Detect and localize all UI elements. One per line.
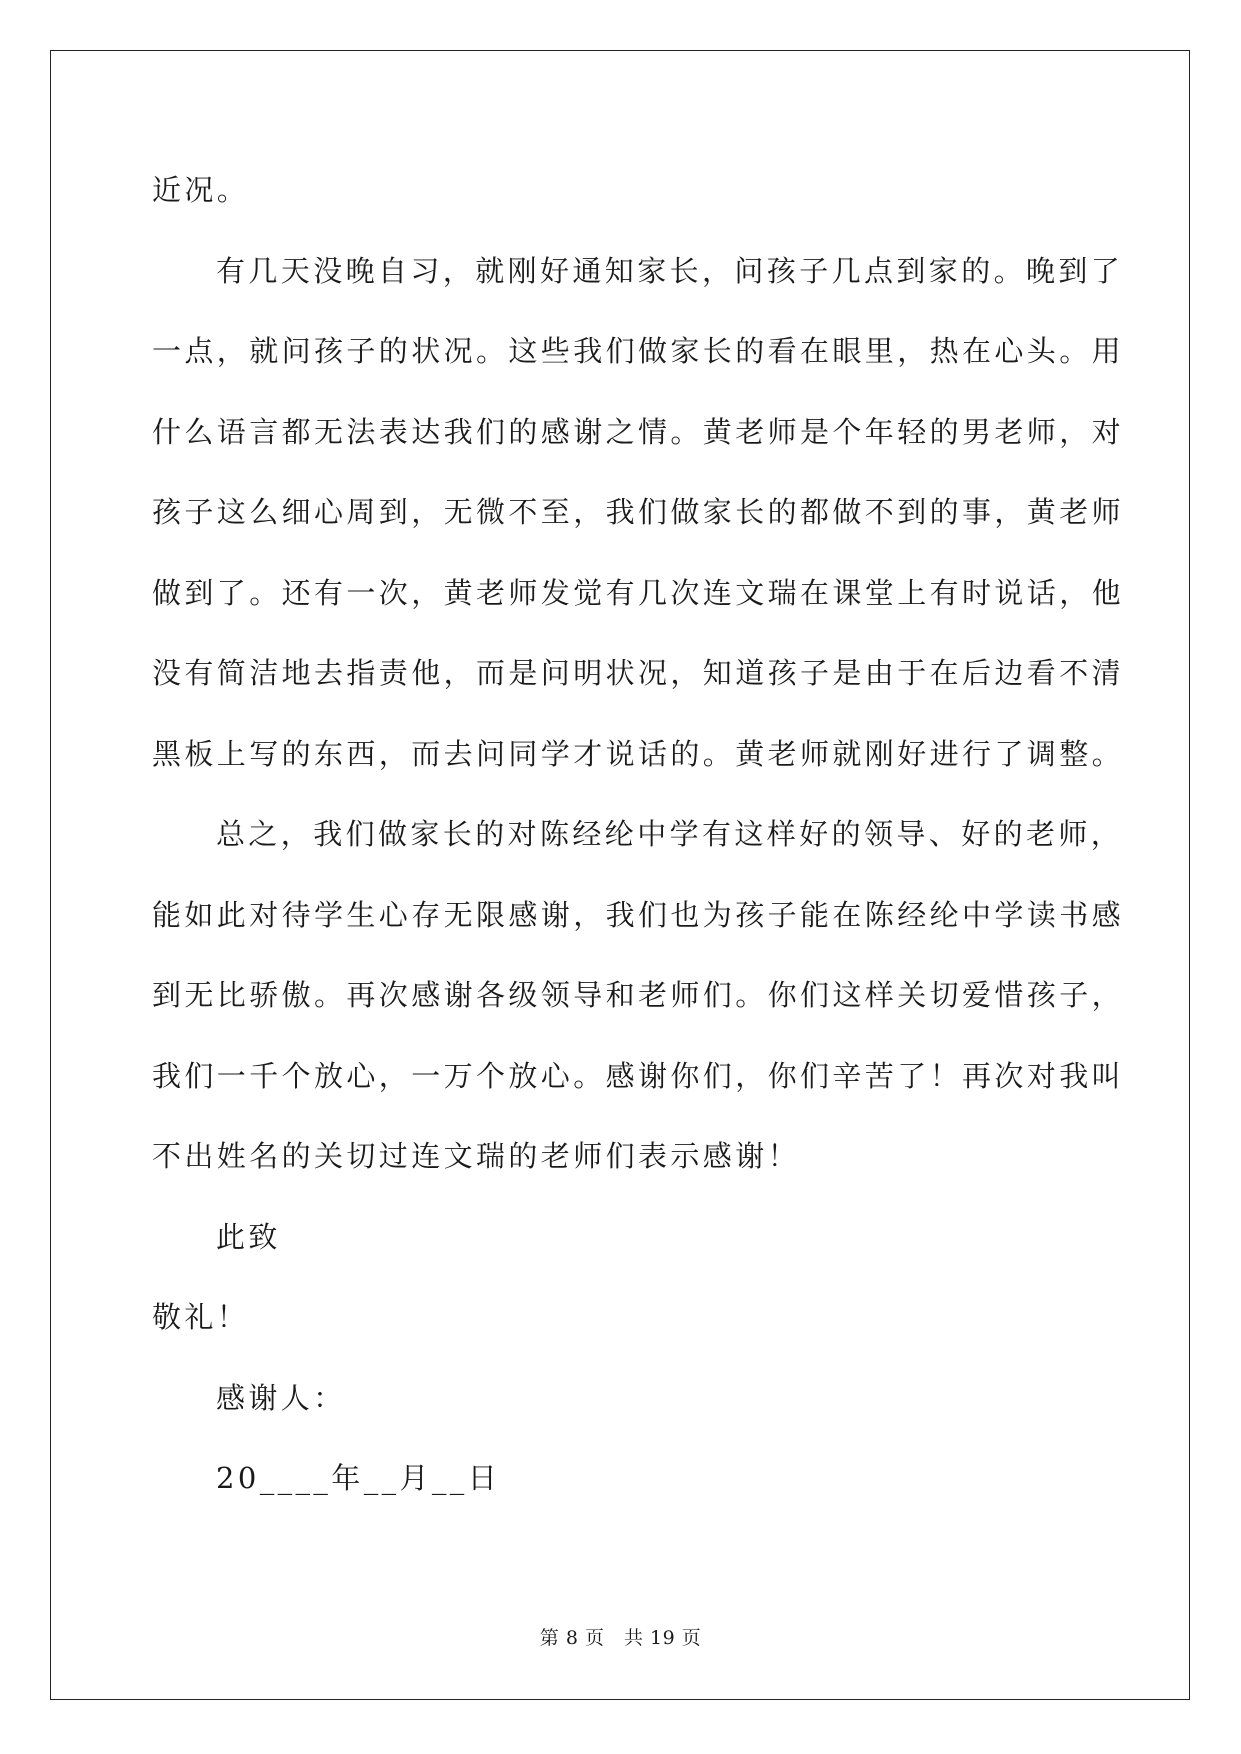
text-line: 没有简洁地去指责他，而是问明状况，知道孩子是由于在后边看不清 bbox=[152, 656, 1125, 690]
text-line: 什么语言都无法表达我们的感谢之情。黄老师是个年轻的男老师，对 bbox=[152, 414, 1125, 449]
date-line: 20____年__月__日 bbox=[216, 1461, 501, 1495]
text-line: 孩子这么细心周到，无微不至，我们做家长的都做不到的事，黄老师 bbox=[152, 495, 1125, 529]
text-line: 总之，我们做家长的对陈经纶中学有这样好的领导、好的老师， bbox=[216, 817, 1124, 851]
text-line: 做到了。还有一次，黄老师发觉有几次连文瑞在课堂上有时说话，他 bbox=[152, 575, 1125, 610]
text-line: 有几天没晚自习，就刚好通知家长，问孩子几点到家的。晚到了 bbox=[216, 253, 1124, 288]
text-line: 能如此对待学生心存无限感谢，我们也为孩子能在陈经纶中学读书感 bbox=[152, 897, 1125, 932]
text-line: 到无比骄傲。再次感谢各级领导和老师们。你们这样关切爱惜孩子， bbox=[152, 978, 1125, 1012]
text-line: 黑板上写的东西，而去问同学才说话的。黄老师就刚好进行了调整。 bbox=[152, 736, 1125, 771]
page-number: 第 8 页 共 19 页 bbox=[539, 1627, 702, 1649]
text-line: 我们一千个放心，一万个放心。感谢你们，你们辛苦了！再次对我叫 bbox=[152, 1058, 1125, 1093]
salutation-line: 此致 bbox=[216, 1219, 281, 1254]
text-line: 一点，就问孩子的状况。这些我们做家长的看在眼里，热在心头。用 bbox=[152, 334, 1125, 368]
closing-line: 敬礼！ bbox=[152, 1300, 250, 1334]
letter-body bbox=[152, 150, 1125, 1519]
text-line: 不出姓名的关切过连文瑞的老师们表示感谢！ bbox=[152, 1139, 801, 1173]
signature-line: 感谢人： bbox=[216, 1380, 346, 1415]
text-line: 近况。 bbox=[152, 173, 250, 207]
